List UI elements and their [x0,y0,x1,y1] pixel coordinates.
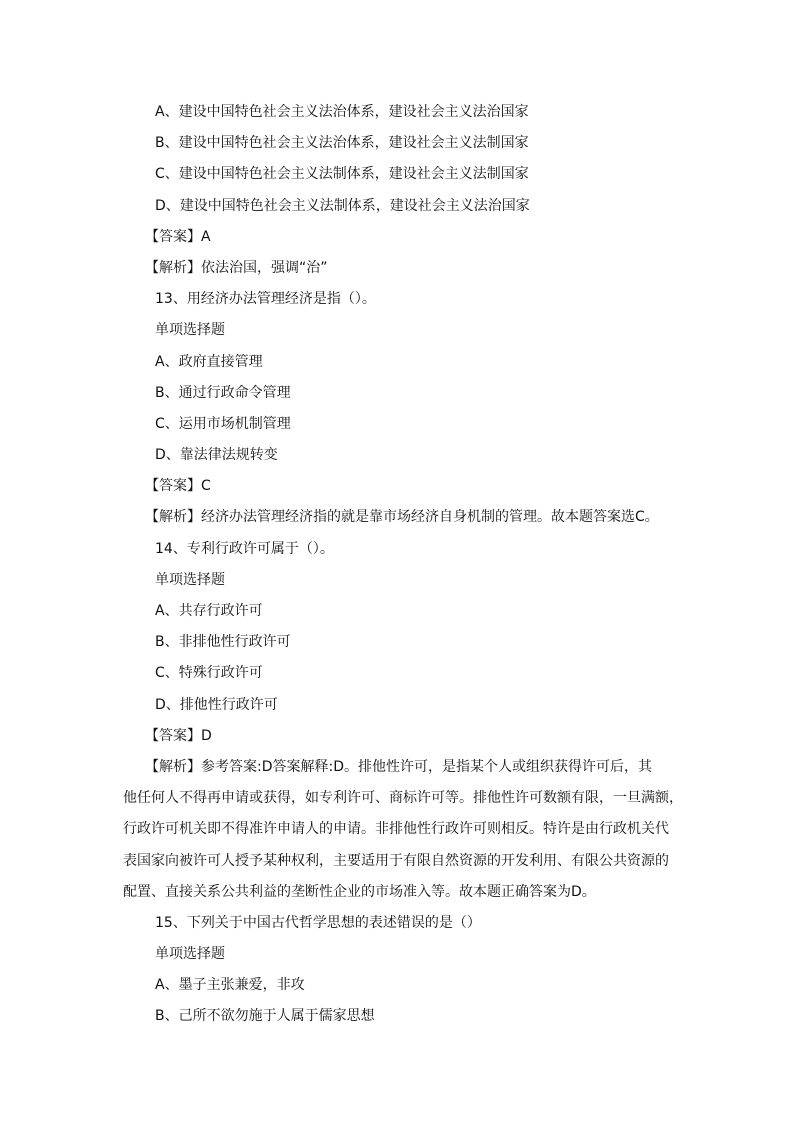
question-type: 单项选择题 [155,946,225,963]
analysis: 【解析】依法治国，强调“治” [145,259,328,276]
option: D、建设中国特色社会主义法制体系，建设社会主义法治国家 [155,197,530,214]
analysis-continued: 行政许可机关即不得准许申请人的申请。非排他性行政许可则相反。特许是由行政机关代 [123,821,669,838]
answer: 【答案】A [145,228,211,245]
option: B、非排他性行政许可 [155,634,291,651]
analysis: 【解析】经济办法管理经济指的就是靠市场经济自身机制的管理。故本题答案选C。 [145,509,659,526]
option: A、墨子主张兼爱，非攻 [155,977,305,994]
option: B、己所不欲勿施于人属于儒家思想 [155,1008,375,1025]
answer: 【答案】D [145,727,212,744]
analysis-continued: 配置、直接关系公共利益的垄断性企业的市场准入等。故本题正确答案为D。 [123,883,596,900]
option: A、建设中国特色社会主义法治体系，建设社会主义法治国家 [155,104,529,120]
option: B、通过行政命令管理 [155,384,291,401]
document-page [0,97,794,1033]
analysis-continued: 表国家向被许可人授予某种权利，主要适用于有限自然资源的开发利用、有限公共资源的 [123,852,669,869]
question-type: 单项选择题 [155,571,225,588]
analysis: 【解析】参考答案:D答案解释:D。排他性许可，是指某个人或组织获得许可后，其 [145,758,652,775]
option: A、共存行政许可 [155,603,263,619]
option: D、排他性行政许可 [155,696,278,713]
question-type: 单项选择题 [155,322,225,339]
option: C、运用市场机制管理 [155,415,291,432]
option: B、建设中国特色社会主义法治体系，建设社会主义法制国家 [155,135,529,152]
option: C、建设中国特色社会主义法制体系，建设社会主义法制国家 [155,166,529,183]
question-14: 14、专利行政许可属于（）。 [155,540,334,557]
option: C、特殊行政许可 [155,665,263,682]
answer: 【答案】C [145,478,211,495]
analysis-continued: 他任何人不得再申请或获得，如专利许可、商标许可等。排他性许可数额有限，一旦满额， [123,790,683,807]
question-15: 15、下列关于中国古代哲学思想的表述错误的是（） [155,914,481,931]
option: D、靠法律法规转变 [155,447,278,464]
option: A、政府直接管理 [155,353,263,370]
question-13: 13、用经济办法管理经济是指（）。 [155,291,376,308]
